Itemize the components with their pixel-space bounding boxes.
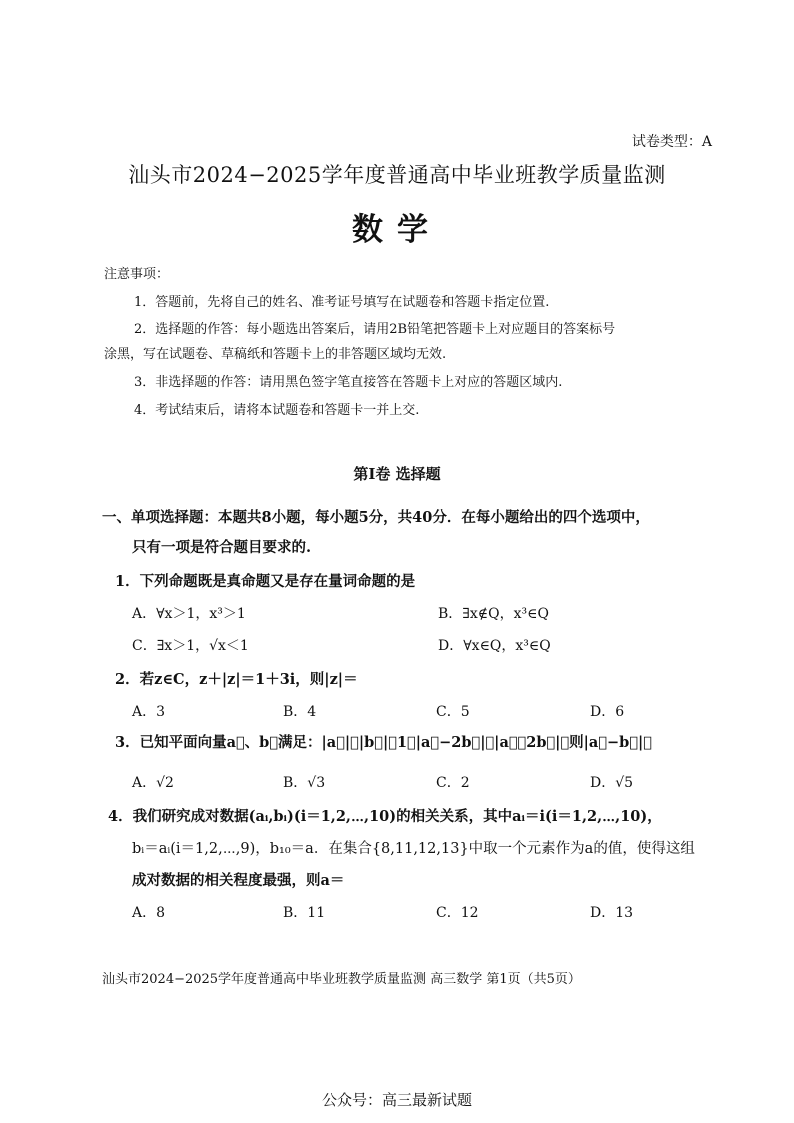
notice-heading: 注意事项：: [104, 267, 170, 282]
option-a: A．3: [132, 704, 166, 720]
question-stem: bᵢ＝aᵢ(i＝1,2,⋯,9)，b₁₀＝a．在集合{8,11,12,13}中取一个元素作为a的值，使得这组: [132, 841, 695, 857]
question-stem: 1．下列命题既是真命题又是存在量词命题的是: [115, 573, 416, 590]
option-c: C．∃x＞1，√x＜1: [132, 638, 249, 654]
option-a: A．∀x＞1，x³＞1: [132, 606, 246, 622]
notice-item: 涂黑，写在试题卷、草稿纸和答题卡上的非答题区域均无效.: [104, 347, 447, 362]
exam-type: 试卷类型：A: [631, 134, 712, 150]
option-c: C．5: [436, 704, 470, 720]
option-a: A．√2: [132, 775, 174, 791]
notice-item: 2．选择题的作答：每小题选出答案后，请用2B铅笔把答题卡上对应题目的答案标号: [134, 322, 616, 337]
question-stem: 成对数据的相关程度最强，则a＝: [132, 872, 345, 889]
option-c: C．2: [436, 775, 470, 791]
option-b: B．4: [283, 704, 317, 720]
notice-item: 1．答题前，先将自己的姓名、准考证号填写在试题卷和答题卡指定位置.: [134, 295, 550, 310]
notice-item: 3．非选择题的作答：请用黑色签字笔直接答在答题卡上对应的答题区域内.: [134, 375, 563, 390]
option-d: D．13: [590, 905, 634, 921]
option-a: A．8: [132, 905, 166, 921]
part-instructions: 只有一项是符合题目要求的.: [132, 539, 312, 556]
section-title: 第Ⅰ卷 选择题: [353, 465, 441, 483]
question-stem: 4．我们研究成对数据(aᵢ,bᵢ)(i＝1,2,⋯,10)的相关关系，其中aᵢ＝i(i＝1,2,⋯,10)，: [108, 808, 662, 825]
notice-item: 4．考试结束后，请将本试题卷和答题卡一并上交.: [134, 403, 420, 418]
option-d: D．6: [590, 704, 625, 720]
question-stem: 3．已知平面向量a⃗、b⃗满足：|a⃗|＝|b⃗|＝1，|a⃗−2b⃗|＝|a⃗＋2b⃗|，则|a⃗−b⃗|＝: [115, 734, 652, 751]
watermark: 公众号：高三最新试题: [321, 1091, 472, 1109]
option-d: D．√5: [590, 775, 634, 791]
subject-title: 数学: [352, 212, 442, 248]
option-b: B．∃x∉Q，x³∈Q: [438, 606, 549, 622]
part-instructions: 一、单项选择题：本题共8小题，每小题5分，共40分．在每小题给出的四个选项中，: [102, 509, 650, 526]
question-stem: 2．若z∈C，z＋|z|＝1＋3i，则|z|＝: [115, 671, 358, 688]
option-b: B．11: [283, 905, 326, 921]
option-b: B．√3: [283, 775, 326, 791]
page-footer: 汕头市2024−2025学年度普通高中毕业班教学质量监测 高三数学 第1页（共5页）: [102, 972, 581, 987]
option-c: C．12: [436, 905, 479, 921]
option-d: D．∀x∈Q，x³∈Q: [438, 638, 551, 654]
exam-title: 汕头市2024−2025学年度普通高中毕业班教学质量监测: [128, 163, 666, 187]
